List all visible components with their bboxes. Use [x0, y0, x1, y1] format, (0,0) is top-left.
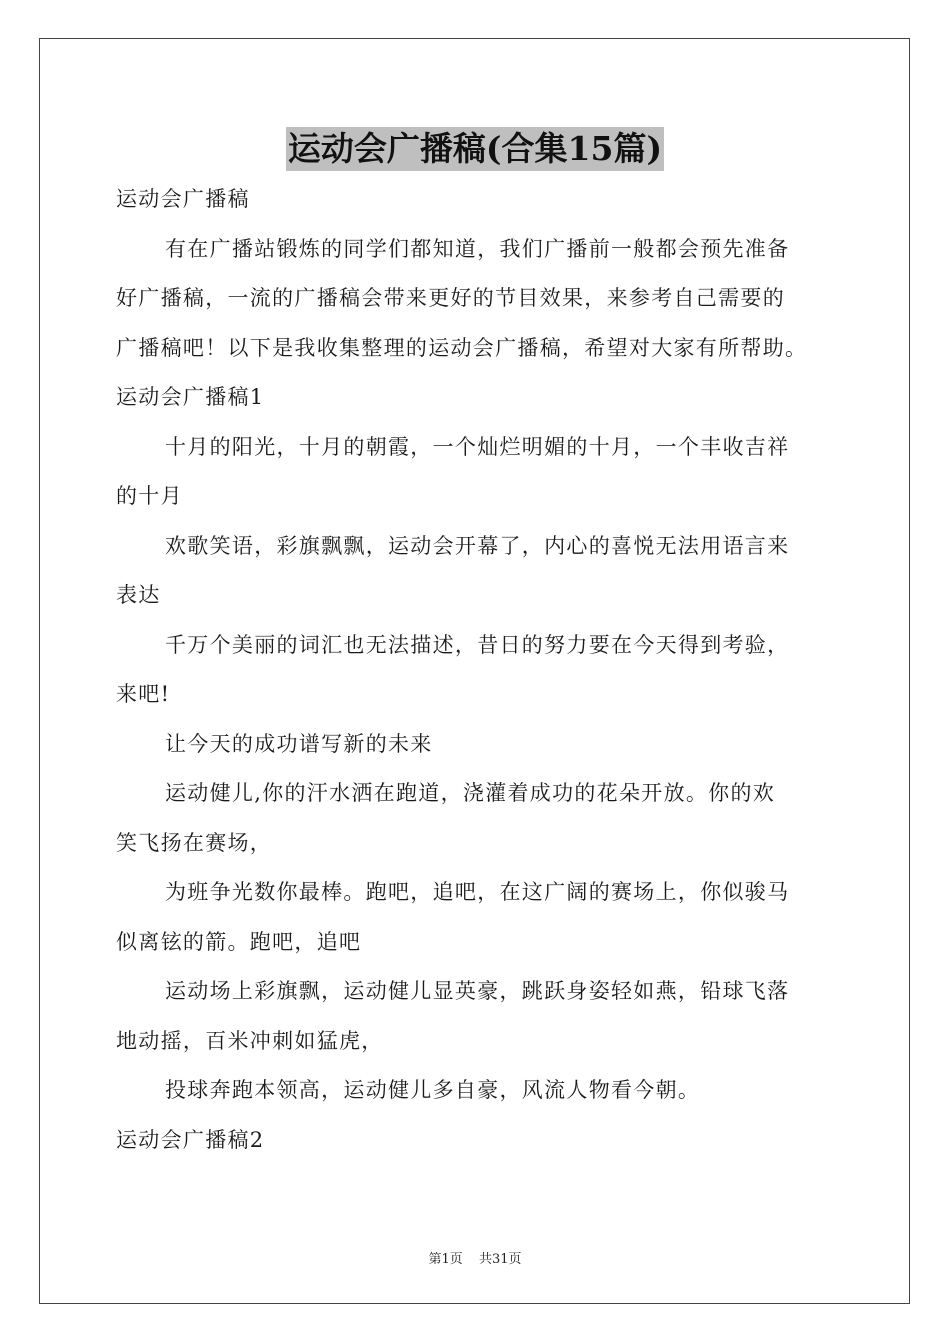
text-line: 好广播稿，一流的广播稿会带来更好的节目效果，来参考自己需要的 [116, 286, 785, 310]
text-line: 欢歌笑语，彩旗飘飘，运动会开幕了，内心的喜悦无法用语言来 [165, 533, 790, 558]
text-line: 运动会广播稿 [116, 187, 250, 211]
text-line: 为班争光数你最棒。跑吧，追吧，在这广阔的赛场上，你似骏马 [165, 880, 790, 904]
text-line: 十月的阳光，十月的朝霞，一个灿烂明媚的十月，一个丰收吉祥 [165, 434, 790, 459]
text-line: 似离铉的箭。跑吧，追吧 [116, 929, 362, 954]
text-line: 投球奔跑本领高，运动健儿多自豪，风流人物看今朝。 [165, 1078, 701, 1102]
text-line: 运动会广播稿2 [116, 1127, 265, 1152]
text-line: 运动健儿,你的汗水洒在跑道，浇灌着成功的花朵开放。你的欢 [165, 781, 776, 805]
page-total: 共31页 [478, 1252, 522, 1267]
text-line: 广播稿吧！以下是我收集整理的运动会广播稿，希望对大家有所帮助。 [116, 335, 808, 360]
text-line: 表达 [116, 583, 161, 607]
text-line: 笑飞扬在赛场， [116, 830, 273, 855]
text-line: 地动摇，百米冲刺如猛虎， [116, 1028, 384, 1053]
text-line: 来吧! [116, 682, 171, 706]
page-footer [0, 1248, 950, 1267]
page-number: 第1页 [428, 1252, 463, 1267]
title-container [0, 127, 950, 171]
text-line: 运动会广播稿1 [116, 385, 265, 409]
text-line: 运动场上彩旗飘，运动健儿显英豪，跳跃身姿轻如燕，铅球飞落 [165, 979, 790, 1003]
document-title: 运动会广播稿(合集15篇) [286, 127, 664, 171]
text-line: 让今天的成功谱写新的未来 [165, 731, 433, 756]
text-line: 的十月 [116, 484, 183, 508]
text-line: 千万个美丽的词汇也无法描述，昔日的努力要在今天得到考验， [165, 632, 790, 657]
text-line: 有在广播站锻炼的同学们都知道，我们广播前一般都会预先准备 [165, 236, 790, 261]
document-body [116, 175, 836, 1165]
